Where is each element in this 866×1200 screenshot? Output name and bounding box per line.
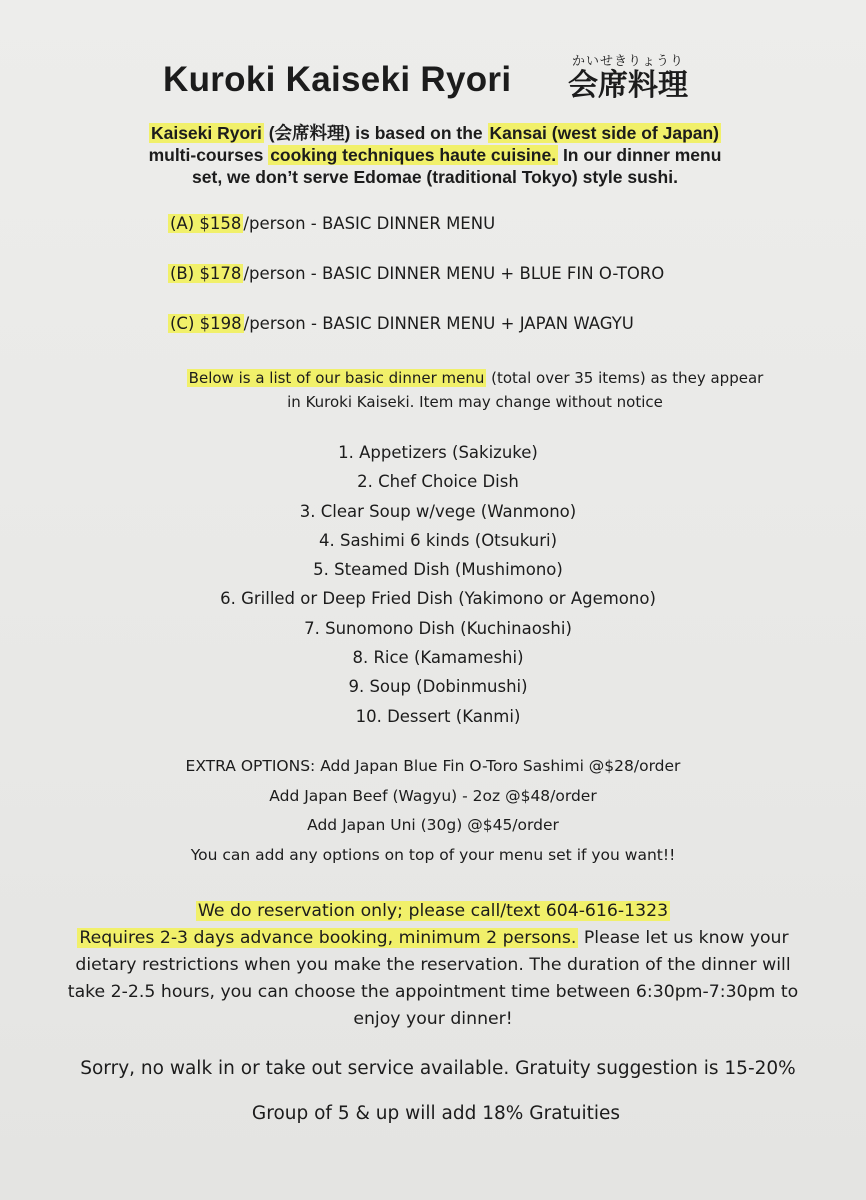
kanji-title: 会席料理: [568, 68, 688, 103]
extra-option-line: Add Japan Uni (30g) @$45/order: [307, 816, 559, 834]
price-option-b: [168, 264, 664, 314]
price-option-c: [168, 314, 664, 364]
list-item: 7. Sunomono Dish (Kuchinaoshi): [304, 618, 572, 638]
price-code: (A) $158: [170, 214, 242, 233]
intro-paragraph: [90, 122, 780, 188]
list-item: 6. Grilled or Deep Fried Dish (Yakimono or Agemono): [220, 589, 656, 609]
price-code: (B) $178: [170, 264, 242, 283]
menu-note-text: (total over 35 items) as they appear: [486, 369, 764, 387]
intro-text: multi-courses: [148, 145, 269, 165]
page-title: Kuroki Kaiseki Ryori: [163, 60, 512, 99]
course-list: [0, 438, 866, 731]
header: [0, 50, 866, 110]
price-list: [168, 214, 664, 364]
menu-note-text: in Kuroki Kaiseki. Item may change without notice: [287, 393, 663, 411]
list-item: 4. Sashimi 6 kinds (Otsukuri): [318, 530, 558, 550]
reservation-text: enjoy your dinner!: [353, 1009, 513, 1029]
reservation-highlight: We do reservation only; please call/text 604-616-1323: [197, 901, 669, 921]
intro-highlight-cooking: cooking techniques haute cuisine.: [270, 145, 557, 165]
service-notice: Sorry, no walk in or take out service available. Gratuity suggestion is 15-20%: [80, 1058, 796, 1079]
reservation-info: [0, 898, 866, 1033]
price-description: /person - BASIC DINNER MENU: [243, 214, 496, 233]
reservation-text: take 2-2.5 hours, you can choose the appointment time between 6:30pm-7:30pm to: [67, 982, 799, 1002]
extra-option-line: EXTRA OPTIONS: Add Japan Blue Fin O-Toro Sashimi @$28/order: [185, 757, 681, 775]
intro-highlight-kaiseki: Kaiseki Ryori: [150, 123, 262, 143]
list-item: 2. Chef Choice Dish: [357, 472, 519, 492]
list-item: 1. Appetizers (Sakizuke): [338, 443, 538, 462]
extra-options: [0, 752, 866, 870]
menu-note-highlight: Below is a list of our basic dinner menu: [188, 369, 485, 387]
furigana-text: かいせきりょうり: [571, 54, 684, 69]
intro-highlight-kansai: Kansai (west side of Japan): [489, 123, 720, 143]
price-description: /person - BASIC DINNER MENU + BLUE FIN O-TORO: [243, 264, 665, 283]
reservation-text: Please let us know your: [578, 928, 789, 948]
intro-text: set, we don’t serve Edomae (traditional Tokyo) style sushi.: [192, 167, 678, 187]
intro-text: In our dinner menu: [558, 145, 722, 165]
extra-option-line: Add Japan Beef (Wagyu) - 2oz @$48/order: [269, 786, 597, 805]
list-item: 3. Clear Soup w/vege (Wanmono): [299, 501, 577, 521]
list-item: 9. Soup (Dobinmushi): [348, 677, 528, 697]
intro-text: (会席料理) is based on the: [263, 123, 488, 143]
kanji-block: [568, 50, 688, 103]
reservation-text: dietary restrictions when you make the reservation. The duration of the dinner will: [75, 955, 791, 975]
list-item: 10. Dessert (Kanmi): [355, 706, 521, 726]
menu-note: [130, 366, 820, 414]
extra-option-note: You can add any options on top of your menu set if you want!!: [190, 845, 676, 864]
booking-highlight: Requires 2-3 days advance booking, minimum 2 persons.: [79, 928, 577, 948]
price-description: /person - BASIC DINNER MENU + JAPAN WAGYU: [243, 314, 634, 333]
list-item: 8. Rice (Kamameshi): [352, 648, 524, 668]
list-item: 5. Steamed Dish (Mushimono): [313, 560, 563, 580]
gratuity-notice: Group of 5 & up will add 18% Gratuities: [251, 1103, 621, 1124]
price-option-a: [168, 214, 664, 264]
price-code: (C) $198: [170, 314, 242, 333]
